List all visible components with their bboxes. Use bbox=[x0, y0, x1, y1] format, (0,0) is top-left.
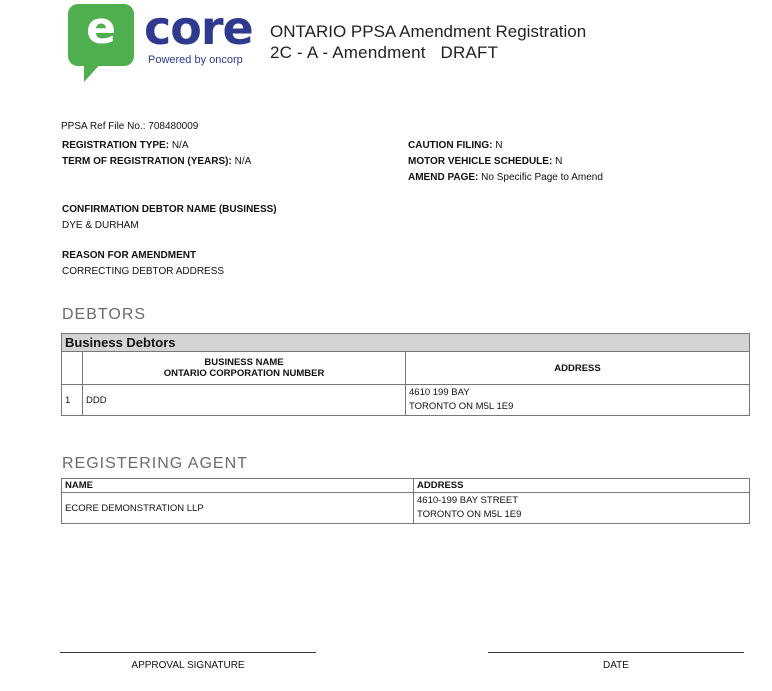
date-label: DATE bbox=[603, 660, 629, 671]
table-header-row bbox=[62, 479, 750, 493]
field-value: N/A bbox=[234, 156, 252, 167]
ref-file-value: 708480009 bbox=[148, 121, 199, 132]
table-title-row bbox=[62, 334, 750, 352]
table-row bbox=[62, 385, 750, 416]
business-debtors-table bbox=[61, 333, 750, 416]
table-title: Business Debtors bbox=[62, 334, 750, 352]
ecore-logo-word: core bbox=[144, 1, 253, 55]
fields-left bbox=[62, 138, 251, 170]
field-label: MOTOR VEHICLE SCHEDULE: bbox=[408, 156, 553, 167]
field-value: N bbox=[495, 140, 503, 151]
ecore-logo-mark: e bbox=[86, 3, 116, 54]
row-address bbox=[406, 385, 750, 416]
registering-agent-table bbox=[61, 478, 750, 524]
row-address-line1: 4610 199 BAY bbox=[409, 387, 470, 398]
row-index: 1 bbox=[62, 385, 83, 416]
confirmation-debtor-block bbox=[62, 202, 277, 234]
date-line bbox=[488, 652, 744, 653]
table-header-row bbox=[62, 352, 750, 385]
ref-file-label: PPSA Ref File No.: bbox=[61, 121, 146, 132]
field-label: AMEND PAGE: bbox=[408, 172, 479, 183]
confirmation-label: CONFIRMATION DEBTOR NAME (BUSINESS) bbox=[62, 204, 277, 215]
header-address: ADDRESS bbox=[414, 479, 750, 493]
field-term-of-registration bbox=[62, 154, 251, 170]
row-address-line2: TORONTO ON M5L 1E9 bbox=[417, 509, 522, 520]
reason-value: CORRECTING DEBTOR ADDRESS bbox=[62, 266, 225, 277]
confirmation-value: DYE & DURHAM bbox=[62, 220, 139, 231]
field-value: N bbox=[555, 156, 563, 167]
row-address-line2: TORONTO ON M5L 1E9 bbox=[409, 401, 514, 412]
header-business-name-line2: ONTARIO CORPORATION NUMBER bbox=[163, 368, 325, 379]
field-label: TERM OF REGISTRATION (YEARS): bbox=[62, 156, 232, 167]
header-business-name-line1: BUSINESS NAME bbox=[204, 357, 284, 368]
section-title-debtors: DEBTORS bbox=[62, 306, 147, 323]
field-value: No Specific Page to Amend bbox=[481, 172, 603, 183]
reason-label: REASON FOR AMENDMENT bbox=[62, 250, 197, 261]
header-name: NAME bbox=[62, 479, 414, 493]
document-title: ONTARIO PPSA Amendment Registration bbox=[270, 22, 587, 41]
reason-block bbox=[62, 248, 224, 280]
field-registration-type bbox=[62, 138, 251, 154]
fields-right bbox=[408, 138, 603, 186]
ref-file-line bbox=[61, 119, 198, 135]
row-business-name: DDD bbox=[83, 385, 406, 416]
row-agent-name: ECORE DEMONSTRATION LLP bbox=[62, 493, 414, 524]
field-value: N/A bbox=[171, 140, 189, 151]
logo-powered-by: Powered by oncorp bbox=[148, 54, 243, 66]
header-address: ADDRESS bbox=[406, 352, 750, 385]
approval-signature-line bbox=[60, 652, 316, 653]
field-caution-filing bbox=[408, 138, 603, 154]
row-agent-address bbox=[414, 493, 750, 524]
field-label: CAUTION FILING: bbox=[408, 140, 493, 151]
field-motor-vehicle-schedule bbox=[408, 154, 603, 170]
header-index bbox=[62, 352, 83, 385]
field-label: REGISTRATION TYPE: bbox=[62, 140, 170, 151]
section-title-registering-agent: REGISTERING AGENT bbox=[62, 455, 248, 472]
header-business-name bbox=[83, 352, 406, 385]
document-subtitle: 2C - A - Amendment DRAFT bbox=[270, 43, 499, 62]
table-row bbox=[62, 493, 750, 524]
approval-signature-label: APPROVAL SIGNATURE bbox=[131, 660, 245, 671]
row-address-line1: 4610-199 BAY STREET bbox=[417, 495, 519, 506]
ecore-logo-tail bbox=[84, 60, 104, 82]
field-amend-page bbox=[408, 170, 603, 186]
